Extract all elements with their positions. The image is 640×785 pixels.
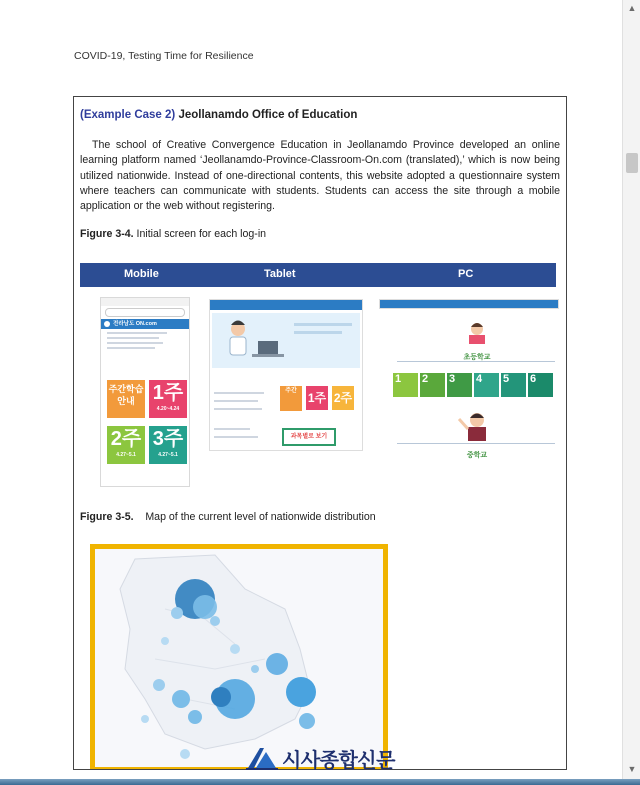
map-bubble: [251, 665, 259, 673]
newspaper-name: 시사종합신문: [282, 749, 395, 772]
figure-3-5-caption: [80, 511, 376, 523]
mobile-screenshot: [100, 297, 190, 487]
mobile-site-bar: [101, 319, 189, 329]
mobile-text-line: [107, 337, 159, 339]
pc-screenshot: [379, 299, 559, 464]
figure-3-5-text: Map of the current level of nationwide distribution: [145, 511, 376, 523]
pc-divider: [397, 361, 555, 362]
map-bubble: [286, 677, 316, 707]
pc-grade-tile-4: [474, 373, 499, 397]
mobile-tile-week-3: [149, 426, 187, 464]
tablet-text-line: [214, 408, 262, 410]
pc-grade-tile-2-text: 2: [422, 373, 429, 385]
figure-3-4-text: Initial screen for each log-in: [136, 228, 267, 240]
map-bubble: [299, 713, 315, 729]
elementary-school-label: 초등학교: [463, 354, 491, 361]
mobile-tile-week-3-date: 4.27~5.1: [158, 452, 178, 458]
map-bubble: [266, 653, 288, 675]
tablet-tile-weekly: 주간: [280, 386, 302, 411]
student-reading-illustration: [465, 321, 489, 345]
case-title: [80, 109, 357, 121]
tablet-hero-illustration: [212, 313, 360, 368]
map-bubble: [210, 616, 220, 626]
figure-3-4-number: Figure 3-4.: [80, 228, 134, 240]
pc-grade-tile-1-text: 1: [395, 373, 402, 385]
tablet-tile-week-2: 2주: [332, 386, 354, 410]
tablet-text-line: [214, 392, 264, 394]
mobile-text-line: [107, 342, 163, 344]
site-logo-icon: [104, 321, 110, 327]
pc-grade-tile-5: [501, 373, 526, 397]
korea-bubble-map: [95, 549, 383, 767]
scroll-down-icon[interactable]: ▼: [627, 764, 637, 774]
map-bubble: [171, 607, 183, 619]
map-bubble: [193, 595, 217, 619]
tablet-text-line: [214, 400, 258, 402]
mobile-tile-week-2-date: 4.27~5.1: [116, 452, 136, 458]
map-bubble: [180, 749, 190, 759]
mobile-tile-weekly: [107, 380, 145, 418]
map-bubble: [153, 679, 165, 691]
window-bottom-band: [0, 779, 640, 785]
case-title-lead: (Example Case 2): [80, 109, 176, 121]
device-label-tablet: Tablet: [264, 268, 296, 280]
running-header: COVID-19, Testing Time for Resilience: [74, 50, 254, 62]
pc-grade-tile-6-text: 6: [530, 373, 537, 385]
pc-divider: [397, 443, 555, 444]
pc-grade-tile-6: [528, 373, 553, 397]
mobile-text-line: [107, 332, 167, 334]
mobile-text-line: [107, 347, 155, 349]
mobile-tile-week-2: [107, 426, 145, 464]
pc-grade-tile-3: [447, 373, 472, 397]
tablet-text-line: [214, 436, 258, 438]
case-paragraph: The school of Creative Convergence Education in Jeollanamdo Province developed an online learning platform named ‘Jeollanamdo-Province-Classroom-On.com (translated),’ which is now being utilized nationwide. Instead of one-directional contents, this website adopted a questionnaire system where teachers can communicate with students. Students can access the site through a mobile application or the web without registering.: [80, 139, 560, 213]
student-waving-illustration: [457, 411, 497, 441]
mobile-tile-week-1: [149, 380, 187, 418]
pc-grade-tile-3-text: 3: [449, 373, 456, 385]
vertical-scrollbar[interactable]: [622, 0, 640, 779]
figure-3-4-caption: [80, 228, 266, 240]
tablet-nav-bar: [210, 300, 362, 310]
subject-view-button: 과목별로 보기: [282, 428, 336, 446]
pc-grade-tile-2: [420, 373, 445, 397]
scroll-thumb[interactable]: [626, 153, 638, 173]
map-bubble: [141, 715, 149, 723]
pc-grade-tile-5-text: 5: [503, 373, 510, 385]
mobile-site-name: 전라남도 ON.com: [113, 321, 157, 327]
map-bubble: [172, 690, 190, 708]
example-case-box: [73, 96, 567, 770]
pc-grade-tile-1: [393, 373, 418, 397]
map-bubble: [211, 687, 231, 707]
device-label-mobile: Mobile: [124, 268, 159, 280]
mobile-tile-week-1-text: 1주: [152, 382, 184, 404]
scroll-up-icon[interactable]: ▲: [627, 3, 637, 13]
mobile-tile-week-3-text: 3주: [152, 428, 184, 450]
device-header-bar: [80, 263, 556, 287]
mobile-tile-weekly-text: 주간학습안내: [108, 384, 144, 406]
mobile-tile-week-2-text: 2주: [110, 428, 142, 450]
distribution-map: [90, 544, 388, 770]
map-bubble: [230, 644, 240, 654]
mobile-tile-week-1-date: 4.20~4.24: [156, 406, 180, 412]
tablet-text-line: [214, 428, 250, 430]
pc-nav-bar: [379, 299, 559, 309]
tablet-screenshot: [209, 299, 363, 451]
newspaper-watermark: [246, 745, 395, 771]
case-title-text: Jeollanamdo Office of Education: [178, 109, 358, 121]
figure-3-5-number: Figure 3-5.: [80, 511, 134, 523]
student-laptop-illustration: [212, 313, 360, 368]
map-bubble: [161, 637, 169, 645]
newspaper-logo-icon: [246, 746, 278, 770]
tablet-tile-week-1: 1주: [306, 386, 328, 410]
map-bubble: [188, 710, 202, 724]
pc-grade-tile-4-text: 4: [476, 373, 483, 385]
phone-url-bar: [105, 308, 185, 317]
device-label-pc: PC: [458, 268, 474, 280]
phone-status-bar: [101, 298, 189, 306]
middle-school-label: 중학교: [466, 452, 488, 459]
